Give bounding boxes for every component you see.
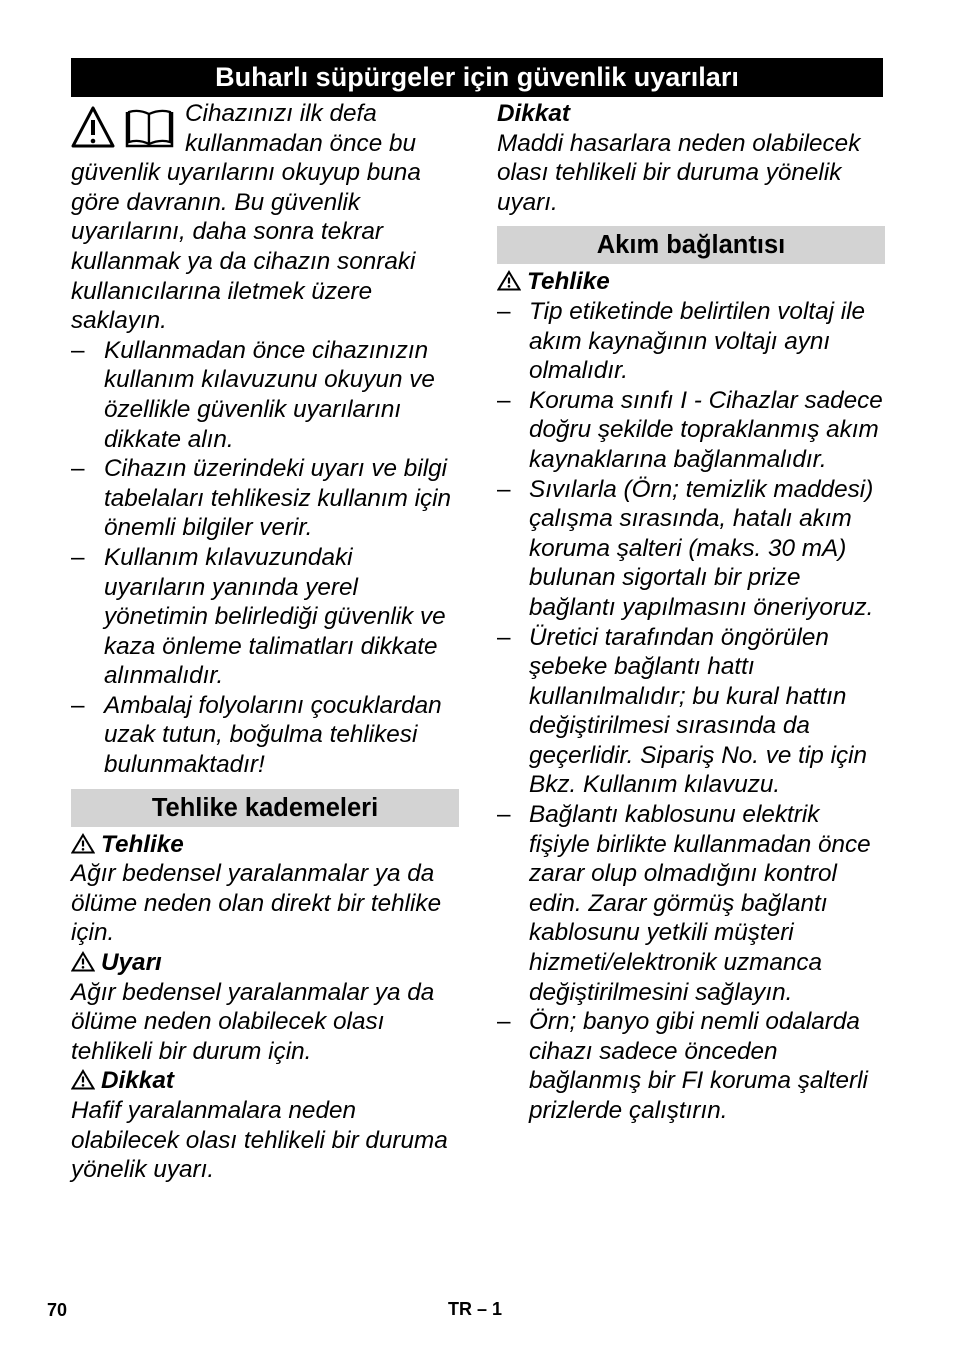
left-column — [71, 99, 459, 1185]
page-title: Buharlı süpürgeler için güvenlik uyarıları — [71, 58, 883, 97]
danger-heading — [497, 267, 885, 297]
level-label: Tehlike — [101, 830, 184, 858]
notice-text: Maddi hasarlara neden olabilecek olası tehlikeli bir duruma yönelik uyarı. — [497, 129, 861, 216]
list-item: – Bağlantı kablosunu elektrik fişiyle birlikte kullanmadan önce zarar olup olmadığını kontrol edin. Zarar görmüş bağlantı kablosunu yetkili müşteri hizmeti/elektronik uzmanca değiştirilmesini sağlayın. — [497, 800, 885, 1007]
list-item: – Kullanmadan önce cihazınızın kullanım kılavuzunu okuyun ve özellikle güvenlik uyarılarını dikkate alın. — [71, 336, 459, 454]
level-heading — [71, 1066, 459, 1096]
list-item: – Örn; banyo gibi nemli odalarda cihazı sadece önceden bağlanmış bir FI koruma şalterli prizlerde çalıştırın. — [497, 1007, 885, 1125]
page-number: 70 — [47, 1300, 68, 1320]
danger-label: Tehlike — [527, 268, 610, 296]
list-item: – Ambalaj folyolarını çocuklardan uzak tutun, boğulma tehlikesi bulunmaktadır! — [71, 691, 459, 780]
level-warning — [71, 948, 459, 1066]
list-item: – Tip etiketinde belirtilen voltaj ile akım kaynağının voltajı aynı olmalıdır. — [497, 297, 885, 386]
language-page-label: TR – 1 — [448, 1299, 503, 1319]
level-label: Uyarı — [101, 949, 162, 977]
warning-triangle-icon — [71, 1069, 95, 1090]
notice-heading: Dikkat — [497, 100, 570, 127]
section-heading-hazard-levels: Tehlike kademeleri — [71, 789, 459, 827]
warning-manual-icons — [71, 102, 179, 158]
warning-manual-icon — [71, 102, 179, 158]
level-heading — [71, 830, 459, 860]
list-item: – Kullanım kılavuzundaki uyarıların yanında yerel yönetimin belirlediği güvenlik ve kaza önleme talimatları dikkate alınmalıdır. — [71, 543, 459, 691]
intro-paragraph — [71, 99, 459, 336]
section-heading-power-connection: Akım bağlantısı — [497, 226, 885, 264]
list-item: – Sıvılarla (Örn; temizlik maddesi) çalışma sırasında, hatalı akım koruma şalteri (maks. 30 mA) bulunan sigortalı bir prize bağlantı yapılmasını öneriyoruz. — [497, 475, 885, 623]
level-label: Dikkat — [101, 1067, 174, 1095]
list-item: – Koruma sınıfı I - Cihazlar sadece doğru şekilde topraklanmış akım kaynaklarına bağlanmalıdır. — [497, 386, 885, 475]
level-text: Hafif yaralanmalara neden olabilecek olası tehlikeli bir duruma yönelik uyarı. — [71, 1097, 448, 1184]
intro-list — [71, 336, 459, 780]
list-item: – Cihazın üzerindeki uyarı ve bilgi tabelaları tehlikesiz kullanım için önemli bilgiler verir. — [71, 454, 459, 543]
level-heading — [71, 948, 459, 978]
level-text: Ağır bedensel yaralanmalar ya da ölüme neden olabilecek olası tehlikeli bir durum için. — [71, 978, 435, 1065]
intro-text: Cihazınızı ilk defa kullanmadan önce bu güvenlik uyarılarını okuyup buna göre davranın. Bu güvenlik uyarılarını, daha sonra tekrar kullanmak ya da cihazın sonraki kullanıcılarına iletmek üzere saklayın. — [71, 100, 421, 335]
list-item: – Üretici tarafından öngörülen şebeke bağlantı hattı kullanılmalıdır; bu kural hattın değiştirilmesi sırasında da geçerlidir. Sipariş No. ve tip için Bkz. Kullanım kılavuzu. — [497, 623, 885, 801]
right-column — [497, 99, 885, 1126]
warning-triangle-icon — [71, 833, 95, 854]
warning-triangle-icon — [497, 270, 521, 291]
power-list — [497, 297, 885, 1126]
hazard-levels — [71, 830, 459, 1185]
level-text: Ağır bedensel yaralanmalar ya da ölüme neden olan direkt bir tehlike için. — [71, 860, 442, 947]
warning-triangle-icon — [71, 951, 95, 972]
level-caution — [71, 1066, 459, 1184]
level-danger — [71, 830, 459, 948]
